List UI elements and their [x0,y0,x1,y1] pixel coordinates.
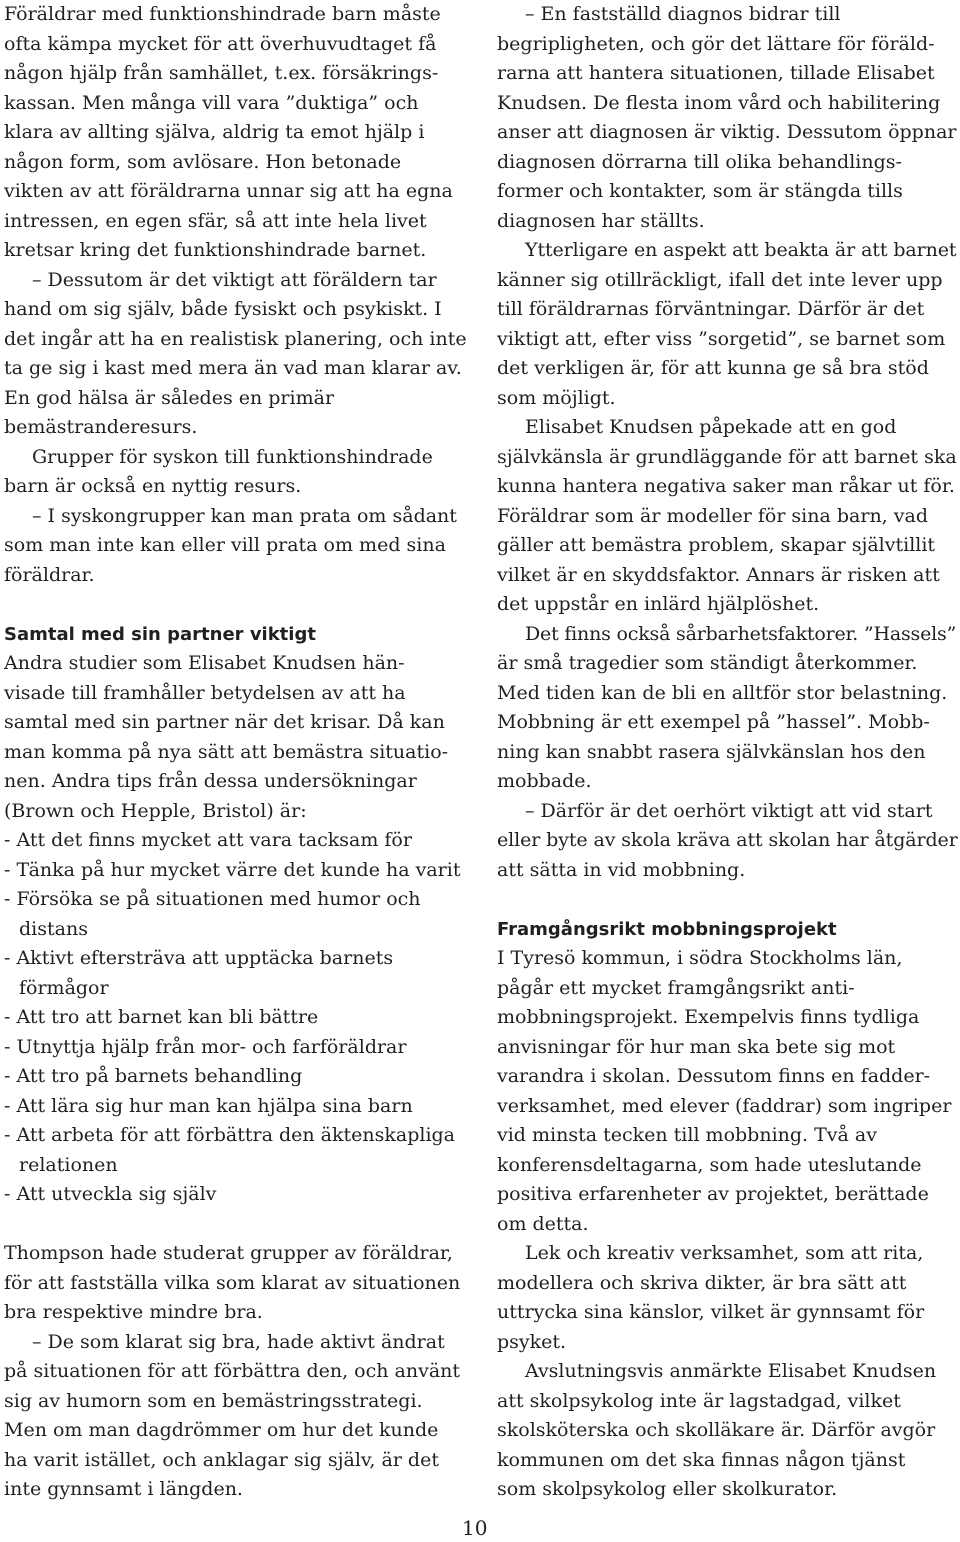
right-column [497,0,959,1505]
text-line: inte gynnsamt i längden. [4,1478,243,1500]
paragraph-gap [4,1210,472,1240]
list-item: - Tänka på hur mycket värre det kunde ha varit [4,858,461,881]
text-line: Andra studier som Elisabet Knudsen hän- [4,652,405,674]
text-line: Föräldrar som är modeller för sina barn, vad [497,504,928,527]
text-line: Ytterligare en aspekt att beakta är att barnet [525,239,957,261]
text-line: rarna att hantera situationen, tillade Elisabet [497,62,935,84]
text-line: verksamhet, med elever (faddrar) som ingriper [497,1094,952,1117]
left-column [4,0,472,1505]
text-line: klara av allting själva, aldrig ta emot hjälp i [4,121,425,143]
text-line: någon form, som avlösare. Hon betonade [4,150,402,173]
text-line: man komma på nya sätt att bemästra situatio- [4,740,449,763]
text-line: vid minsta tecken till mobbning. Två av [497,1124,877,1146]
text-line: att sätta in vid mobbning. [497,858,746,881]
list-item: - Att utveckla sig själv [4,1183,217,1205]
text-line: mobbade. [497,770,592,792]
text-line: ha varit istället, och anklagar sig själv, är det [4,1448,439,1471]
text-line: bra respektive mindre bra. [4,1301,263,1323]
text-line: kommunen om det ska finnas någon tjänst [497,1448,906,1471]
text-line: vikten av att föräldrarna unnar sig att ha egna [4,180,453,202]
text-line: ning kan snabbt rasera självkänslan hos den [497,740,926,763]
text-line: anser att diagnosen är viktig. Dessutom öppnar [497,121,957,143]
text-line: är små tragedier som ständigt återkommer. [497,652,918,674]
text-line: samtal med sin partner när det krisar. Då kan [4,711,445,733]
text-line: kretsar kring det funktionshindrade barnet. [4,239,427,261]
text-line: Lek och kreativ verksamhet, som att rita, [525,1242,924,1264]
list-item: - Att lära sig hur man kan hjälpa sina barn [4,1094,413,1117]
text-line: om detta. [497,1212,589,1235]
list-item: - Att det finns mycket att vara tacksam för [4,829,412,851]
text-line: vilket är en skyddsfaktor. Annars är risken att [497,563,940,586]
text-line: på situationen för att förbättra den, och använt [4,1360,461,1382]
section-heading: Samtal med sin partner viktigt [4,623,316,645]
text-line: I Tyresö kommun, i södra Stockholms län, [497,947,903,969]
text-line: sig av humorn som en bemästringsstrategi. [4,1389,423,1412]
list-item-continuation: förmågor [19,976,109,999]
text-line: som skolpsykolog eller skolkurator. [497,1478,838,1500]
text-line: diagnosen dörrarna till olika behandlings- [497,150,902,173]
text-line: kunna hantera negativa saker man råkar ut för. [497,475,955,497]
text-line: självkänsla är grundläggande för att barnet ska [497,445,957,468]
text-line: pågår ett mycket framgångsrikt anti- [497,976,855,999]
text-line: det ingår att ha en realistisk planering, och inte [4,327,467,350]
text-line: som möjligt. [497,386,616,409]
text-line: det verkligen är, för att kunna ge så bra stöd [497,357,929,379]
text-line: känner sig otillräckligt, ifall det inte lever upp [497,268,943,291]
text-line: – De som klarat sig bra, hade aktivt ändrat [32,1330,445,1353]
section-heading: Framgångsrikt mobbningsprojekt [497,918,837,940]
text-line: gäller att bemästra problem, skapar självtillit [497,534,936,556]
paragraph-gap [4,590,472,620]
text-line: konferensdeltagarna, som hade uteslutande [497,1153,922,1176]
text-line: varandra i skolan. Dessutom finns en fadder- [497,1065,931,1087]
text-line: (Brown och Hepple, Bristol) är: [4,799,307,822]
text-line: eller byte av skola kräva att skolan har åtgärder [497,829,958,851]
text-line: viktigt att, efter viss ”sorgetid”, se barnet som [497,327,946,350]
text-line: positiva erfarenheter av projektet, berättade [497,1183,929,1205]
text-line: – Dessutom är det viktigt att föräldern tar [32,268,437,291]
text-line: Grupper för syskon till funktionshindrade [32,445,433,468]
text-line: Med tiden kan de bli en alltför stor belastning. [497,681,948,704]
list-item: - Att tro att barnet kan bli bättre [4,1006,319,1028]
text-line: – I syskongrupper kan man prata om sådant [32,504,457,527]
text-line: Knudsen. De flesta inom vård och habilitering [497,91,941,114]
text-line: diagnosen har ställts. [497,209,705,232]
list-item: - Utnyttja hjälp från mor- och farföräldrar [4,1035,407,1058]
text-line: uttrycka sina känslor, vilket är gynnsamt för [497,1301,925,1323]
text-line: någon hjälp från samhället, t.ex. försäkrings- [4,62,439,84]
text-line: Elisabet Knudsen påpekade att en god [525,416,897,438]
text-line: att skolpsykolog inte är lagstadgad, vilket [497,1389,901,1412]
text-line: modellera och skriva dikter, är bra sätt att [497,1271,907,1294]
text-line: nen. Andra tips från dessa undersökningar [4,770,417,792]
list-item: - Aktivt eftersträva att upptäcka barnets [4,947,394,969]
text-line: Men om man dagdrömmer om hur det kunde [4,1419,439,1441]
text-line: kassan. Men många vill vara ”duktiga” och [4,91,419,114]
text-line: mobbningsprojekt. Exempelvis finns tydliga [497,1006,920,1028]
text-line: barn är också en nyttig resurs. [4,475,302,497]
text-line: till föräldrarnas förväntningar. Därför är det [497,298,925,320]
list-item: - Försöka se på situationen med humor och [4,888,421,910]
list-item: - Att arbeta för att förbättra den äktenskapliga [4,1124,456,1146]
text-line: visade till framhåller betydelsen av att ha [4,681,406,704]
text-line: ofta kämpa mycket för att överhuvudtaget få [4,32,437,55]
text-line: former och kontakter, som är stängda tills [497,180,903,202]
text-line: Avslutningsvis anmärkte Elisabet Knudsen [525,1360,937,1382]
text-line: psyket. [497,1330,567,1353]
text-line: ta ge sig i kast med mera än vad man klarar av. [4,357,462,379]
text-line: det uppstår en inlärd hjälplöshet. [497,593,820,615]
text-line: för att fastställa vilka som klarat av situationen [4,1271,461,1294]
text-line: – En fastställd diagnos bidrar till [525,3,841,25]
text-line: begripligheten, och gör det lättare för föräld- [497,32,935,55]
text-line: Thompson hade studerat grupper av föräldrar, [4,1242,453,1264]
text-line: intressen, en egen sfär, så att inte hela livet [4,209,427,232]
text-line: skolsköterska och skolläkare är. Därför avgör [497,1419,936,1441]
text-line: hand om sig själv, både fysiskt och psykiskt. I [4,298,442,320]
list-item-continuation: relationen [19,1153,118,1176]
text-line: Det finns också sårbarhetsfaktorer. ”Hassels” [525,622,957,645]
text-line: Mobbning är ett exempel på ”hassel”. Mobb- [497,711,930,733]
text-line: – Därför är det oerhört viktigt att vid start [525,799,933,822]
text-line: bemästranderesurs. [4,416,198,438]
text-line: som man inte kan eller vill prata om med sina [4,534,446,556]
list-item: - Att tro på barnets behandling [4,1065,303,1087]
page-number: 10 [462,1516,488,1540]
text-line: Föräldrar med funktionshindrade barn måste [4,3,441,25]
text-line: anvisningar för hur man ska bete sig mot [497,1035,896,1058]
text-line: En god hälsa är således en primär [4,386,335,409]
list-item-continuation: distans [19,917,88,940]
paragraph-gap [497,885,959,915]
text-line: föräldrar. [4,563,95,586]
